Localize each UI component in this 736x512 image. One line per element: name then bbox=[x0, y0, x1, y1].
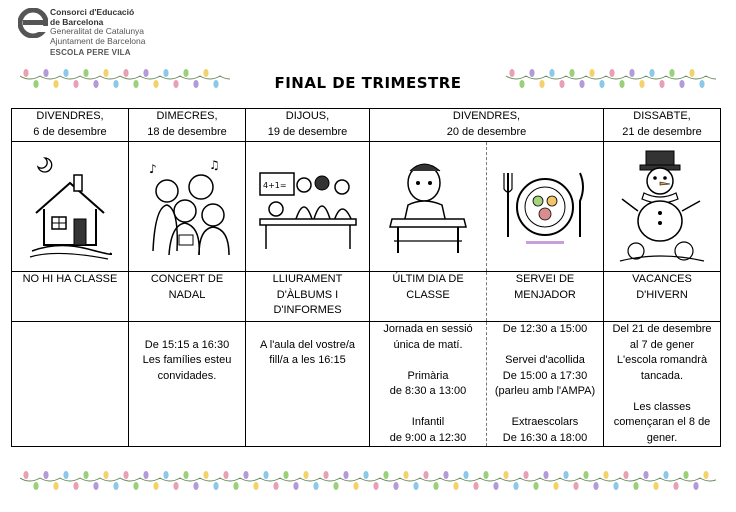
svg-text:♪: ♪ bbox=[149, 161, 157, 176]
light-bulb-icon bbox=[583, 471, 588, 479]
light-bulb-icon bbox=[243, 471, 248, 479]
svg-text:♫: ♫ bbox=[209, 157, 220, 172]
light-bulb-icon bbox=[253, 482, 258, 490]
event-cell: VACANCES D'HIVERN bbox=[604, 272, 721, 322]
light-bulb-icon bbox=[293, 482, 298, 490]
light-bulb-icon bbox=[593, 482, 598, 490]
light-bulb-icon bbox=[123, 471, 128, 479]
detail-cell bbox=[12, 322, 129, 447]
header bbox=[16, 6, 196, 58]
light-bulb-icon bbox=[553, 482, 558, 490]
day-header: DIMECRES, 18 de desembre bbox=[129, 109, 246, 142]
light-bulb-icon bbox=[623, 471, 628, 479]
light-bulb-icon bbox=[143, 471, 148, 479]
light-bulb-icon bbox=[573, 482, 578, 490]
light-bulb-icon bbox=[213, 482, 218, 490]
light-bulb-icon bbox=[493, 482, 498, 490]
light-bulb-icon bbox=[133, 482, 138, 490]
school-name: ESCOLA PERE VILA bbox=[50, 48, 131, 57]
light-bulb-icon bbox=[333, 482, 338, 490]
light-bulb-icon bbox=[233, 482, 238, 490]
image-cell bbox=[12, 142, 129, 272]
day-header: DIVENDRES, 6 de desembre bbox=[12, 109, 129, 142]
light-bulb-icon bbox=[263, 471, 268, 479]
consorci-logo-icon bbox=[18, 8, 48, 38]
light-bulb-icon bbox=[113, 482, 118, 490]
detail-cell: A l'aula del vostre/a fill/a a les 16:15 bbox=[246, 322, 370, 447]
detail-cell: Jornada en sessió única de matí. Primària de 8:30 a 13:00 Infantil de 9:00 a 12:30 bbox=[370, 322, 487, 447]
snowman-icon bbox=[614, 147, 710, 267]
light-bulb-icon bbox=[663, 471, 668, 479]
light-bulb-icon bbox=[523, 471, 528, 479]
schedule-table bbox=[11, 108, 721, 447]
light-bulb-icon bbox=[483, 471, 488, 479]
light-bulb-icon bbox=[703, 471, 708, 479]
table-row-dates bbox=[12, 109, 721, 142]
light-bulb-icon bbox=[223, 471, 228, 479]
detail-cell: De 15:15 a 16:30 Les famílies esteu convidades. bbox=[129, 322, 246, 447]
choir-singers-icon bbox=[139, 155, 235, 259]
light-bulb-icon bbox=[313, 482, 318, 490]
light-bulb-icon bbox=[273, 482, 278, 490]
day-header: DIJOUS, 19 de desembre bbox=[246, 109, 370, 142]
day-header: DIVENDRES, 20 de desembre bbox=[370, 109, 604, 142]
light-bulb-icon bbox=[183, 471, 188, 479]
light-bulb-icon bbox=[93, 482, 98, 490]
light-bulb-icon bbox=[653, 482, 658, 490]
light-bulb-icon bbox=[323, 471, 328, 479]
table-row-details bbox=[12, 322, 721, 447]
light-bulb-icon bbox=[683, 471, 688, 479]
light-bulb-icon bbox=[443, 471, 448, 479]
light-bulb-icon bbox=[203, 471, 208, 479]
light-bulb-icon bbox=[23, 471, 28, 479]
light-bulb-icon bbox=[643, 471, 648, 479]
light-bulb-icon bbox=[463, 471, 468, 479]
light-bulb-icon bbox=[393, 482, 398, 490]
event-cell: SERVEI DE MENJADOR bbox=[487, 272, 604, 322]
table-row-events bbox=[12, 272, 721, 322]
light-bulb-icon bbox=[83, 471, 88, 479]
light-bulb-icon bbox=[423, 471, 428, 479]
light-bulb-icon bbox=[283, 471, 288, 479]
light-bulb-icon bbox=[173, 482, 178, 490]
light-bulb-icon bbox=[673, 482, 678, 490]
light-bulb-icon bbox=[53, 482, 58, 490]
light-bulb-icon bbox=[603, 471, 608, 479]
house-icon bbox=[28, 153, 112, 261]
organization-name: Consorci d'Educació de Barcelona Generalitat de Catalunya Ajuntament de Barcelona bbox=[50, 7, 146, 46]
light-bulb-icon bbox=[533, 482, 538, 490]
image-cell bbox=[487, 142, 604, 272]
light-bulb-icon bbox=[73, 482, 78, 490]
light-bulb-icon bbox=[433, 482, 438, 490]
light-bulb-icon bbox=[43, 471, 48, 479]
day-header: DISSABTE, 21 de desembre bbox=[604, 109, 721, 142]
event-cell: ÚLTIM DIA DE CLASSE bbox=[370, 272, 487, 322]
event-cell: LLIURAMENT D'ÀLBUMS I D'INFORMES bbox=[246, 272, 370, 322]
light-bulb-icon bbox=[613, 482, 618, 490]
image-cell bbox=[129, 142, 246, 272]
image-cell bbox=[246, 142, 370, 272]
light-bulb-icon bbox=[413, 482, 418, 490]
light-bulb-icon bbox=[363, 471, 368, 479]
light-bulb-icon bbox=[503, 471, 508, 479]
light-bulb-icon bbox=[343, 471, 348, 479]
image-cell bbox=[370, 142, 487, 272]
light-bulb-icon bbox=[693, 482, 698, 490]
event-cell: NO HI HA CLASSE bbox=[12, 272, 129, 322]
light-bulb-icon bbox=[513, 482, 518, 490]
light-bulb-icon bbox=[633, 482, 638, 490]
light-bulb-icon bbox=[543, 471, 548, 479]
classroom-icon bbox=[256, 159, 360, 255]
student-at-desk-icon bbox=[384, 157, 472, 257]
light-bulb-icon bbox=[153, 482, 158, 490]
light-bulb-icon bbox=[373, 482, 378, 490]
table-row-images bbox=[12, 142, 721, 272]
lunch-plate-icon bbox=[500, 167, 590, 247]
light-bulb-icon bbox=[63, 471, 68, 479]
light-bulb-icon bbox=[473, 482, 478, 490]
page-title: FINAL DE TRIMESTRE bbox=[274, 74, 462, 92]
detail-cell: Del 21 de desembre al 7 de gener L'escola romandrà tancada. Les classes començaran el 8 de gener. bbox=[604, 322, 721, 447]
light-bulb-icon bbox=[163, 471, 168, 479]
light-bulb-icon bbox=[453, 482, 458, 490]
light-bulb-icon bbox=[103, 471, 108, 479]
light-bulb-icon bbox=[193, 482, 198, 490]
detail-cell: De 12:30 a 15:00 Servei d'acollida De 15:00 a 17:30 (parleu amb l'AMPA) Extraescolars De 16:30 a 18:00 bbox=[487, 322, 604, 447]
light-bulb-icon bbox=[303, 471, 308, 479]
light-bulb-icon bbox=[563, 471, 568, 479]
light-bulb-icon bbox=[403, 471, 408, 479]
svg-text:4+1=: 4+1= bbox=[262, 180, 287, 190]
light-bulb-icon bbox=[33, 482, 38, 490]
light-bulb-icon bbox=[353, 482, 358, 490]
event-cell: CONCERT DE NADAL bbox=[129, 272, 246, 322]
image-cell bbox=[604, 142, 721, 272]
light-bulb-icon bbox=[383, 471, 388, 479]
christmas-lights-icon bbox=[20, 470, 716, 492]
